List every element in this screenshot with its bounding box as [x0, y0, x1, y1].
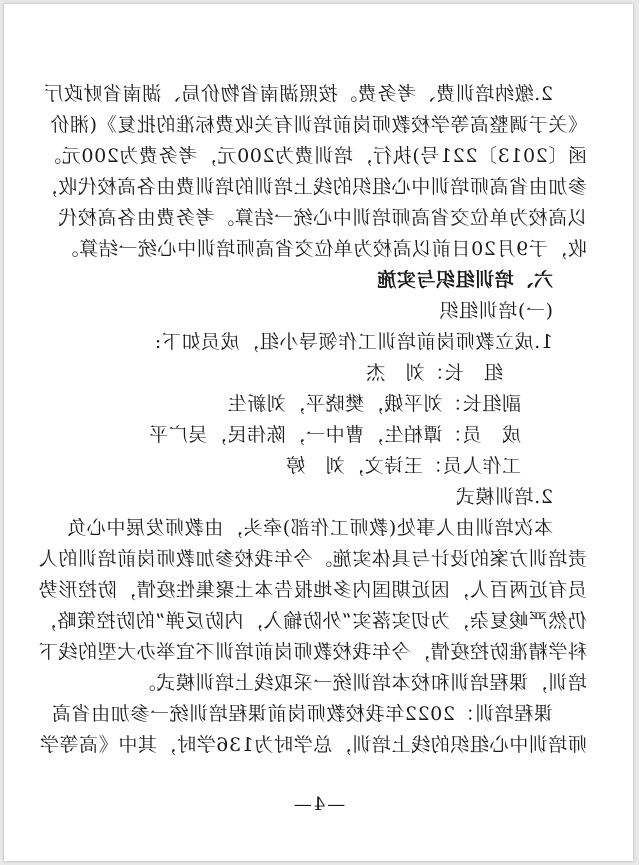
member-leader: 组 长：刘 杰	[365, 362, 503, 384]
mirrored-content	[4, 4, 633, 861]
mode-line-5: 科学精准防控疫情，今年我校教师岗前培训不宜举办大型的线下	[38, 641, 587, 663]
fees-line-6: 收，于9月20日前以高校为单位交省高师培训中心统一结算。	[58, 238, 587, 260]
mode-line-3: 员有近两百人，因近期国内多地报告本土聚集性疫情，防控形势	[38, 579, 587, 601]
mode-line-6: 培训，课程培训和校本培训统一采取线上培训模式。	[136, 672, 587, 694]
section-heading: 六、培训组织与实施	[376, 269, 553, 291]
fees-line-3: 函〔2013〕221号)执行，培训费为200元，考务费为200元。	[41, 145, 587, 167]
fees-line-4: 参加由省高师培训中心组织的线上培训的培训费由各高校代收，	[38, 176, 587, 198]
member-deputy: 副组长：刘平娥，樊晓平，刘新生	[226, 393, 521, 415]
fees-line-2: 《关于调整高等学校教师岗前培训有关收费标准的批复》(湘价	[49, 114, 587, 136]
mode-line-1: 本次培训由人事处(教师工作部)牵头，由教师发展中心负	[66, 517, 553, 539]
item-2-heading: 2.培训模式	[455, 486, 553, 508]
fees-line-1: 2.缴纳培训费、考务费。按照湖南省物价局、湖南省财政厅	[43, 83, 553, 105]
page-number: —4—	[291, 794, 346, 815]
subsection-heading: (一)培训组织	[438, 300, 553, 322]
course-line-2: 师培训中心组织的线上培训，总学时为136学时，其中《高等学	[39, 734, 587, 756]
mode-line-2: 责培训方案的设计与具体实施。今年我校参加教师岗前培训的人	[38, 548, 587, 570]
course-line-1: 课程培训：2022年我校教师岗前课程培训统一参加由省高	[51, 703, 553, 725]
mode-line-4: 仍然严峻复杂，为切实落实“外防输入，内防反弹”的防控策略，	[37, 610, 587, 632]
member-staff: 工作人员：王诗文，刘 婷	[285, 455, 521, 477]
member-list: 成 员：谭柏生，曹中一，陈伟民，吴广平	[148, 424, 521, 446]
item-1-heading: 1.成立教师岗前培训工作领导小组，成员如下:	[154, 331, 553, 353]
document-page	[4, 4, 633, 861]
fees-line-5: 以高校为单位交省高师培训中心统一结算。考务费由各高校代	[57, 207, 587, 229]
